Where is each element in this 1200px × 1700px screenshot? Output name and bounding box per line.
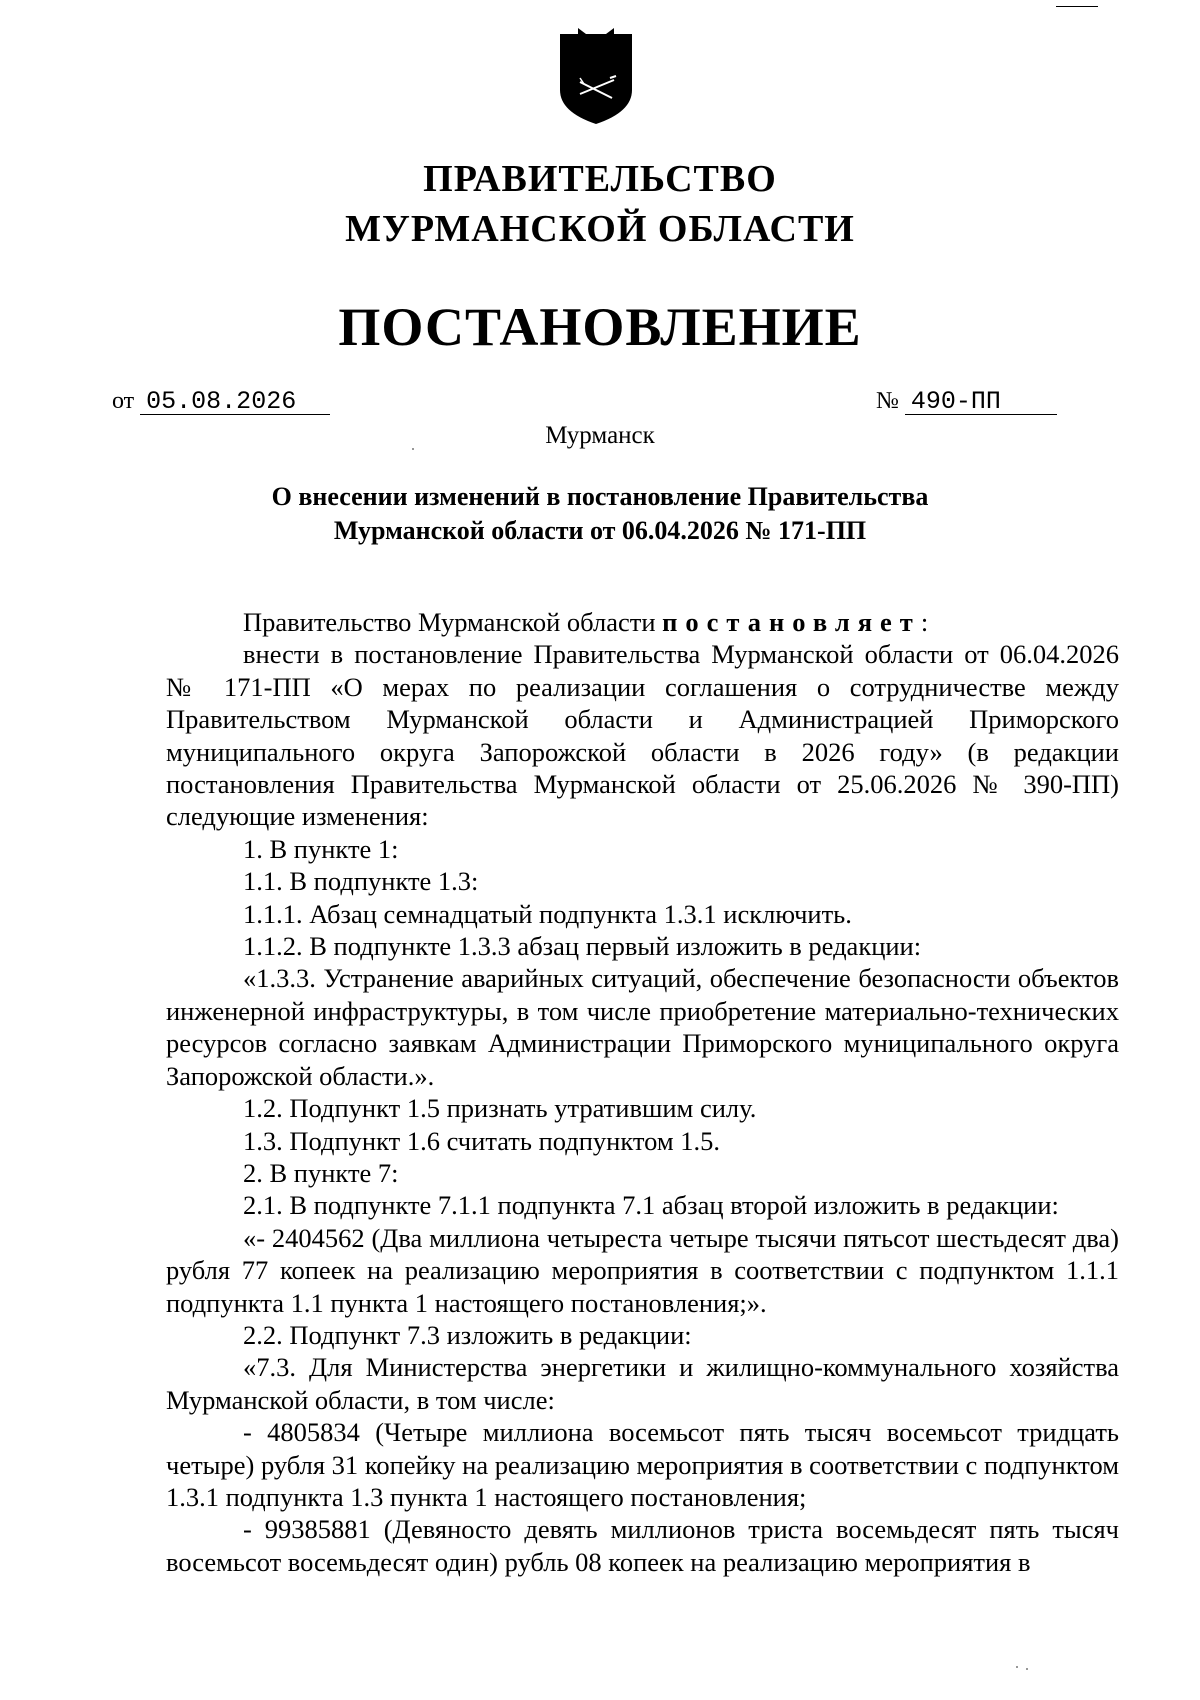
government-title-line1: ПРАВИТЕЛЬСТВО — [423, 158, 777, 200]
scan-speck — [412, 448, 414, 450]
document-body — [166, 606, 1119, 1578]
paragraph-3: 1.1. В подпункте 1.3: — [243, 866, 479, 897]
date-prefix: от — [112, 388, 135, 414]
intro-paragraph — [166, 606, 1119, 638]
document-date: 05.08.2026 — [140, 390, 330, 415]
paragraph-2: 1. В пункте 1: — [243, 833, 399, 864]
date-line — [112, 388, 330, 415]
city-name: Мурманск — [545, 422, 655, 449]
paragraph-13: «7.3. Для Министерства энергетики и жилищно-коммунального хозяйства Мурманской области, в том числе: — [166, 1352, 1119, 1415]
intro-suffix: : — [920, 607, 929, 637]
document-number: 490-ПП — [905, 390, 1057, 415]
intro-prefix: Правительство Мурманской области — [243, 607, 663, 637]
paragraph-7: 1.2. Подпункт 1.5 признать утратившим силу. — [243, 1093, 757, 1124]
document-subject — [0, 480, 1200, 548]
paragraph-4: 1.1.1. Абзац семнадцатый подпункта 1.3.1 исключить. — [243, 898, 852, 929]
scan-speck — [1016, 1666, 1018, 1668]
paragraph-15: - 99385881 (Девяносто девять миллионов триста восемьдесят пять тысяч восемьсот восемьдесят один) рубль 08 копеек на реализацию мероприятия в — [166, 1514, 1119, 1577]
paragraph-14: - 4805834 (Четыре миллиона восемьсот пять тысяч восемьсот тридцать четыре) рубля 31 копейку на реализацию мероприятия в соответствии с подпунктом 1.3.1 подпункта 1.3 пункта 1 настоящего постановления; — [166, 1417, 1119, 1512]
decree-word: постановляет — [662, 607, 921, 637]
corner-line — [1056, 6, 1098, 7]
paragraph-8: 1.3. Подпункт 1.6 считать подпунктом 1.5. — [243, 1125, 720, 1156]
paragraph-1: внести в постановление Правительства Мурманской области от 06.04.2026 № 171-ПП «О мерах по реализации соглашения о сотрудничестве между Правительством Мурманской области и Администрацией Приморского муниципального округа Запорожской области в 2026 году» (в редакции постановления Правительства Мурманской области от 25.06.2026 № 390-ПП) следующие изменения: — [166, 639, 1119, 832]
paragraph-12: 2.2. Подпункт 7.3 изложить в редакции: — [243, 1319, 692, 1350]
paragraph-10: 2.1. В подпункте 7.1.1 подпункта 7.1 абзац второй изложить в редакции: — [243, 1190, 1059, 1221]
subject-line1: О внесении изменений в постановление Правительства — [271, 482, 929, 511]
paragraph-5: 1.1.2. В подпункте 1.3.3 абзац первый изложить в редакции: — [243, 931, 922, 962]
coat-of-arms-emblem — [554, 28, 638, 126]
subject-line2: Мурманской области от 06.04.2026 № 171-ПП — [333, 516, 867, 545]
paragraph-6: «1.3.3. Устранение аварийных ситуаций, обеспечение безопасности объектов инженерной инфраструктуры, в том числе приобретение материально-технических ресурсов согласно заявкам Администрации Приморского муниципального округа Запорожской области.». — [166, 963, 1119, 1091]
government-title-line2: МУРМАНСКОЙ ОБЛАСТИ — [345, 208, 855, 250]
scan-speck — [1026, 1668, 1028, 1670]
number-prefix: № — [876, 388, 899, 414]
paragraph-11: «- 2404562 (Два миллиона четыреста четыре тысячи пятьсот шестьдесят два) рубля 77 копеек на реализацию мероприятия в соответствии с подпунктом 1.1.1 подпункта 1.1 пункта 1 настоящего постановления;». — [166, 1222, 1119, 1318]
paragraph-9: 2. В пункте 7: — [243, 1157, 399, 1188]
document-type: ПОСТАНОВЛЕНИЕ — [338, 297, 862, 357]
number-line — [876, 388, 1057, 415]
